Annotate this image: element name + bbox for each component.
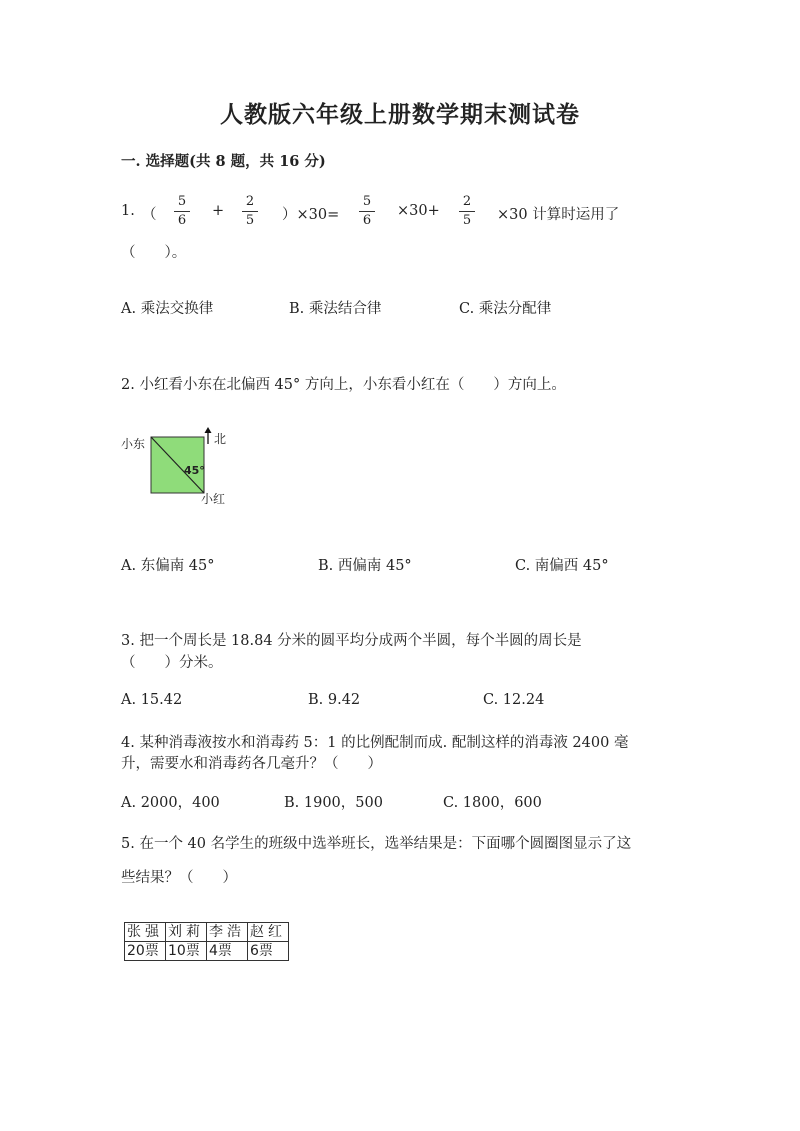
q1-option-c: C. 乘法分配律 — [459, 301, 552, 317]
vote-count: 4票 — [207, 942, 248, 961]
vote-count: 20票 — [125, 942, 166, 961]
q2-compass-figure — [118, 424, 238, 508]
q1-line2: （ ）。 — [121, 245, 187, 261]
q1-option-b: B. 乘法结合律 — [289, 301, 382, 317]
vote-count: 6票 — [248, 942, 289, 961]
fraction-numerator: 5 — [362, 194, 372, 209]
q4-line2: 升，需要水和消毒药各几毫升？（ ） — [121, 756, 382, 772]
label-north: 北 — [214, 432, 227, 446]
q1-tail: ×30 计算时运用了 — [497, 207, 620, 223]
fraction-numerator: 2 — [462, 194, 472, 209]
q5-line1: 5. 在一个 40 名学生的班级中选举班长，选举结果是：下面哪个圆圈图显示了这 — [121, 836, 632, 852]
fraction-numerator: 5 — [177, 194, 187, 209]
fraction-bar — [359, 211, 375, 212]
fraction-numerator: 2 — [245, 194, 255, 209]
q1-plus: + — [212, 203, 225, 219]
vote-table-header-row — [125, 923, 289, 942]
q1-close-times: ）×30= — [282, 207, 340, 223]
q4-option-a: A. 2000，400 — [121, 795, 220, 811]
q4-line1: 4. 某种消毒液按水和消毒药 5：1 的比例配制而成. 配制这样的消毒液 2400 毫 — [121, 735, 629, 751]
q4-option-b: B. 1900，500 — [284, 795, 383, 811]
q1-times-plus: ×30+ — [397, 203, 440, 219]
q3-option-a: A. 15.42 — [121, 692, 183, 708]
candidate-name: 李浩 — [207, 923, 248, 942]
section-heading: 一. 选择题(共 8 题，共 16 分) — [121, 153, 326, 170]
angle-label: 45° — [184, 464, 205, 477]
north-arrow-head — [205, 427, 212, 433]
q2-option-b: B. 西偏南 45° — [318, 558, 412, 574]
label-xiaohong: 小红 — [201, 492, 226, 506]
fraction-bar — [459, 211, 475, 212]
candidate-name: 刘莉 — [166, 923, 207, 942]
fraction-denominator: 6 — [362, 213, 372, 228]
q5-line2: 些结果？（ ） — [121, 870, 237, 886]
label-xiaodong: 小东 — [121, 437, 146, 451]
q2-text: 2. 小红看小东在北偏西 45° 方向上，小东看小红在（ ）方向上。 — [121, 377, 566, 393]
candidate-name: 赵红 — [248, 923, 289, 942]
q2-option-c: C. 南偏西 45° — [515, 558, 609, 574]
q1-open-paren: （ — [142, 207, 157, 223]
q1-option-a: A. 乘法交换律 — [121, 301, 214, 317]
q2-option-a: A. 东偏南 45° — [121, 558, 215, 574]
fraction-bar — [242, 211, 258, 212]
fraction-denominator: 5 — [245, 213, 255, 228]
vote-table — [124, 922, 289, 961]
fraction-denominator: 5 — [462, 213, 472, 228]
q3-option-c: C. 12.24 — [483, 692, 545, 708]
q1-fraction-1 — [172, 194, 192, 229]
q1-fraction-2 — [240, 194, 260, 229]
q3-line1: 3. 把一个周长是 18.84 分米的圆平均分成两个半圆，每个半圆的周长是 — [121, 633, 582, 649]
page-title: 人教版六年级上册数学期末测试卷 — [220, 101, 580, 128]
q5-vote-table-wrap — [124, 922, 289, 961]
candidate-name: 张强 — [125, 923, 166, 942]
q1-number: 1. — [121, 203, 135, 219]
fraction-denominator: 6 — [177, 213, 187, 228]
vote-count: 10票 — [166, 942, 207, 961]
q1-fraction-3 — [357, 194, 377, 229]
q3-line2: （ ）分米。 — [121, 655, 223, 671]
q3-option-b: B. 9.42 — [308, 692, 361, 708]
q1-fraction-4 — [457, 194, 477, 229]
vote-table-count-row — [125, 942, 289, 961]
fraction-bar — [174, 211, 190, 212]
q4-option-c: C. 1800，600 — [443, 795, 542, 811]
